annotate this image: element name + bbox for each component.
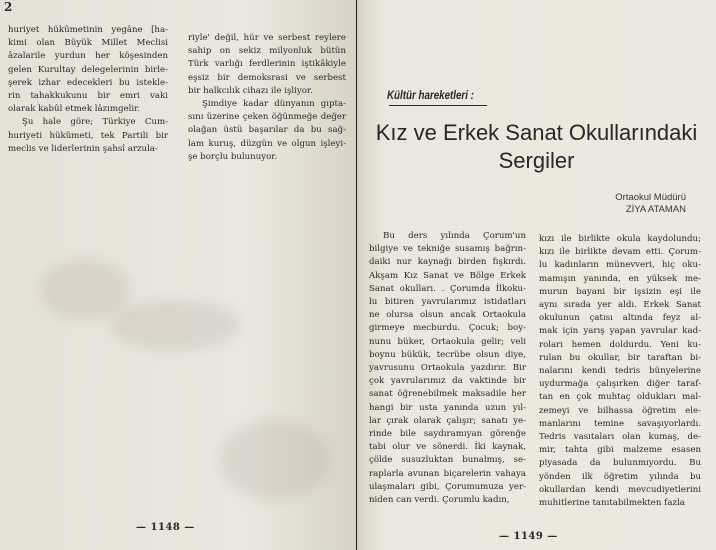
text-line: daiki nur kaynağı birden fışkırdı. [369,257,526,268]
text-line: mir, tahta gibi malzeme esasen [539,445,701,456]
text-line: manlarını temine savaşıyorlardı. [539,418,701,429]
text-line: lu bitiren yavrularımız istidatları [369,297,526,308]
print-shadow [220,420,330,500]
text-line: ne olursa olsun ancak Ortaokula [369,310,526,321]
text-line: eşsiz bir demoksrasi ve serbest [188,72,346,83]
text-line: piyasada da bulunmıyordu. Bu [539,458,701,469]
text-line: Şimdiye kadar dünyanın gıpta- [202,99,346,110]
print-shadow [40,260,130,320]
text-line: Türk varlığı ferdlerinin iştikâkiyle [188,59,346,70]
author-name: ZİYA ATAMAN [625,204,686,215]
text-line: boynu bükük, tecrübe olsun diye, [369,349,526,360]
text-line: uydurmağa çalışırken diğer taraf- [539,379,701,390]
text-line: olağan üstü başarılar da bu sağ- [188,125,346,136]
text-line: şerek izhar edecekleri bu istekle- [8,77,168,88]
text-line: şe borçlu bulunuyor. [188,151,278,162]
page-number-left: — 1148 — [136,522,195,533]
author-role: Ortaokul Müdürü [615,192,686,203]
text-line: sanat öğrenebilmek maksadile her [369,389,526,400]
page-corner-number: 2 [4,0,13,14]
text-line: aynı sırada yer aldı. Erkek Sanat [539,300,701,311]
text-line: sını üzerine çeken öğünmeğe değer [188,112,346,123]
text-line: nunu büker, Ortaokula gelir; veli [369,336,526,347]
text-line: olarak kabûl etmek lâzımgelir. [8,104,141,115]
left-column-1 [8,24,168,156]
text-line: mamışın yanında, en yüksek me- [539,273,701,284]
text-line: bilgiye ve tekniğe susamış bağrın- [369,244,526,255]
text-line: çok yavrularımız da vaktinde bir [369,376,526,387]
text-line: tabi olur ve sönerdi. İki kaynak, [369,442,526,453]
right-column-1 [369,230,526,507]
author-byline [615,192,686,216]
text-line: okulunun çatısı altında feyz al- [539,313,701,324]
text-line: kimi olan Büyük Millet Meclisi [8,38,168,49]
text-line: bir halkcılık cihazı ile işliyor. [188,85,313,96]
text-line: niden can verdi. Çorumlu kadın, [369,495,510,506]
text-line: meclis ve liderlerinin şahsî arzula- [8,143,158,154]
text-line: yavrusunu Ortaokula yazdırır. Bir [369,363,526,374]
text-line: mak için yarış yapan yavrular kad- [539,326,701,337]
text-line: Akşam Kız Sanat ve Bölge Erkek [369,270,526,281]
text-line: roları hemen doldurdu. Yeni ku- [539,339,701,350]
article-title-line-2: Sergiler [498,148,575,173]
text-line: huriyet hükûmetinin yegâne [ha- [8,25,168,35]
section-heading-underline [389,105,487,106]
text-line: Şu hale göre; Türkiye Cum- [22,117,168,128]
right-page [357,0,716,550]
left-page [0,0,356,550]
text-line: kızı ile birlikte devam etti. Çorum- [539,247,701,258]
text-line: zemeyi ve bilhassa öğretim ele- [539,405,701,416]
text-line: hangi bir usta yanında uzun yıl- [369,402,526,413]
text-line: gelen Kurultay delegelerinin birle- [8,64,168,75]
text-line: rin tahakkukunu bir emri vaki [8,91,168,102]
text-line: murun bayani bir işsizin eşi ile [539,286,701,297]
text-line: nalarını kendi tedris bünyelerine [539,366,701,377]
page-number-right: — 1149 — [499,531,558,542]
print-shadow [110,300,240,350]
text-line: ulaşmaları gibi, Çorumumuza yer- [369,481,526,492]
text-line: kızı ile birlikte okula kaydolundu; [539,234,701,244]
article-title-line-1: Kız ve Erkek Sanat Okullarındaki [375,120,698,145]
text-line: çölde susuzluktan bunalmış, se- [369,455,526,466]
text-line: riyle' değil, hür ve serbest reylere [188,33,346,43]
text-line: okullardan kendi mevcudiyetlerini [539,484,701,495]
left-column-2 [188,32,346,164]
text-line: rulan bu okullar, bir taraftan bi- [539,352,701,363]
right-column-2 [539,233,701,510]
text-line: Bu ders yılında Çorum'un [383,231,526,241]
text-line: lar çırak olarak çalışır; sanatı ye- [369,415,526,426]
text-line: huriyeti hükûmeti, tek Partili bir [8,130,168,141]
text-line: Tedris vasıtaları olan kumaş, de- [539,432,701,443]
text-line: raplarla avunan biçarelerin vahaya [369,468,526,479]
text-line: lu kadınların münevveri, hiç oku- [539,260,701,271]
text-line: muhitlerine tanıtabilmekten fazla [539,498,685,509]
section-heading: Kültür hareketleri : [387,90,474,102]
text-line: tan en çok muhtaç oldukları mal- [539,392,701,403]
text-line: girmeye mecburdu. Çocuk; boy- [369,323,526,334]
text-line: rinde bile saydıramıyan görenğe [369,429,526,440]
text-line: yönden ilk öğretim yılında bu [539,471,701,482]
text-line: lam kuruş, düzgün ve olgun işleyi- [188,138,346,149]
text-line: Sanat okulları. . Çorumda İlkoku- [369,283,526,294]
text-line: âzalarile yurdun her köşesinden [8,51,168,62]
text-line: sahip on sekiz milyonluk bütün [188,46,346,57]
